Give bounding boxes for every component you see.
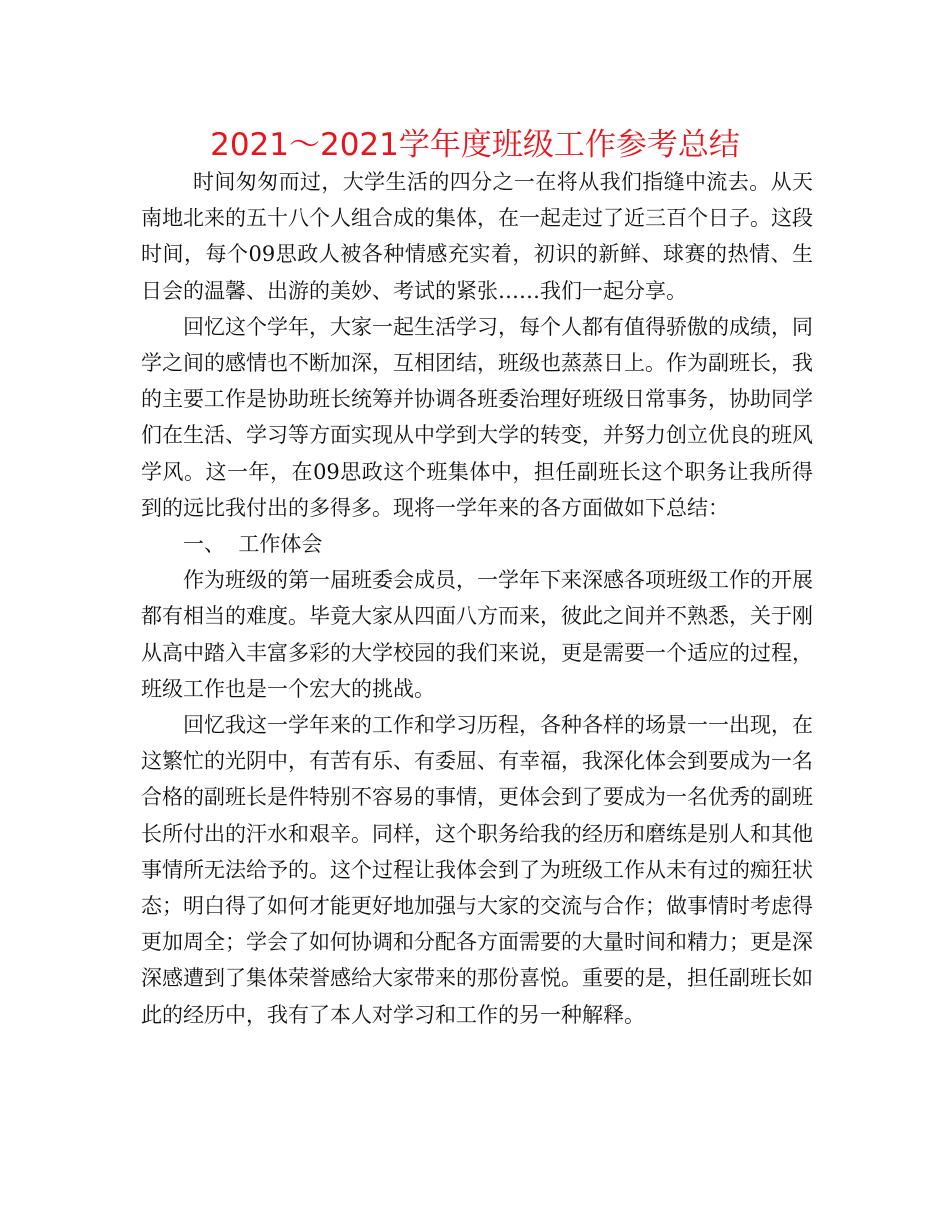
intro-paragraph: 时间匆匆而过，大学生活的四分之一在将从我们指缝中流去。从天南地北来的五十八个人组合成的集体，在一起走过了近三百个日子。这段时间，每个09思政人被各种情感充实着，初识的新鲜、球赛的热情、生日会的温馨、出游的美妙、考试的紧张……我们一起分享。 — [141, 170, 813, 303]
section-paragraph: 回忆我这一学年来的工作和学习历程，各种各样的场景一一出现，在这繁忙的光阴中，有苦有乐、有委屈、有幸福，我深化体会到要成为一名合格的副班长是件特别不容易的事情，更体会到了要成为一名优秀的副班长所付出的汗水和艰辛。同样，这个职务给我的经历和磨练是别人和其他事情所无法给予的。这个过程让我体会到了为班级工作从未有过的痴狂状态；明白得了如何才能更好地加强与大家的交流与合作；做事情时考虑得更加周全；学会了如何协调和分配各方面需要的大量时间和精力；更是深深感遭到了集体荣誉感给大家带来的那份喜悦。重要的是，担任副班长如此的经历中，我有了本人对学习和工作的另一种解释。 — [141, 713, 813, 1027]
document-body — [141, 164, 813, 1033]
section-paragraph: 作为班级的第一届班委会成员，一学年下来深感各项班级工作的开展都有相当的难度。毕竟大家从四面八方而来，彼此之间并不熟悉，关于刚从高中踏入丰富多彩的大学校园的我们来说，更是需要一个适应的过程，班级工作也是一个宏大的挑战。 — [141, 568, 813, 701]
page-title: 2021～2021学年度班级工作参考总结 — [210, 127, 740, 163]
section-heading: 一、 工作体会 — [183, 532, 323, 557]
review-paragraph: 回忆这个学年，大家一起生活学习，每个人都有值得骄傲的成绩，同学之间的感情也不断加深，互相团结，班级也蒸蒸日上。作为副班长，我的主要工作是协助班长统筹并协调各班委治理好班级日常事务，协助同学们在生活、学习等方面实现从中学到大学的转变，并努力创立优良的班风学风。这一年，在09思政这个班集体中，担任副班长这个职务让我所得到的远比我付出的多得多。现将一学年来的各方面做如下总结： — [141, 314, 813, 520]
